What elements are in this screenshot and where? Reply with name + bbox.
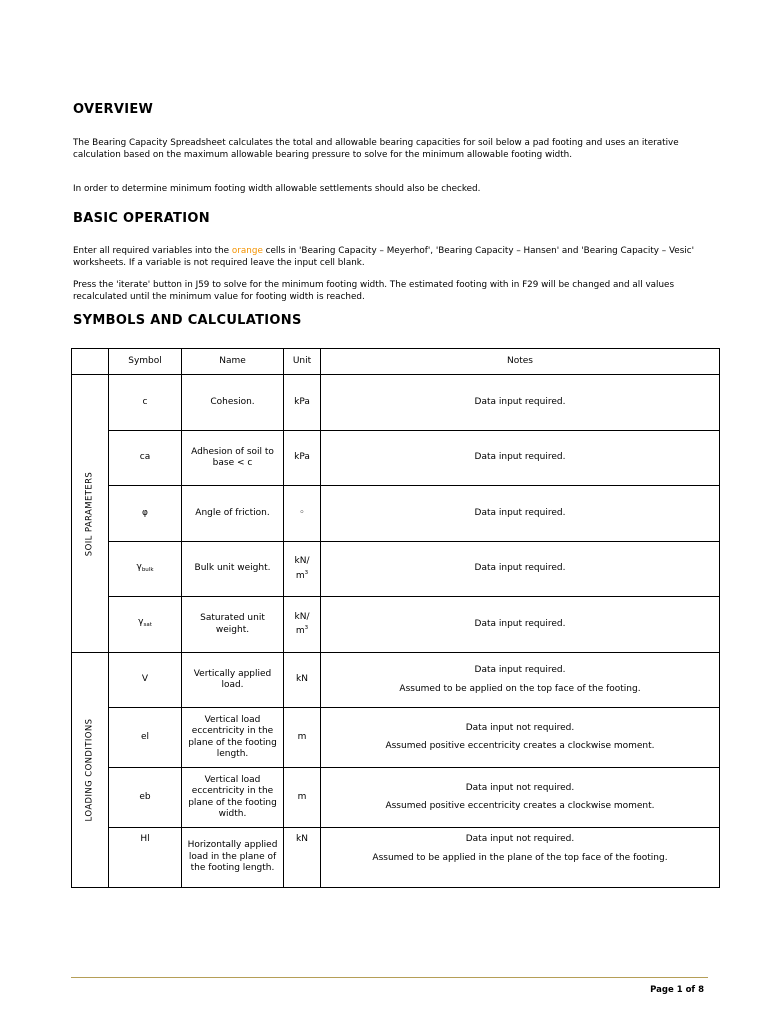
symbol-subscript: sat <box>143 622 152 629</box>
footer-divider <box>71 977 708 978</box>
cell-unit: m <box>284 768 321 828</box>
table-row <box>72 597 720 653</box>
cell-notes <box>321 431 720 486</box>
cell-notes <box>321 597 720 653</box>
cell-notes <box>321 653 720 708</box>
cell-name: Adhesion of soil to base < c <box>182 431 284 486</box>
note-text: Data input required. <box>474 665 566 675</box>
basic-operation-paragraph-2: Press the 'iterate' button in J59 to solve for the minimum footing width. The estimated footing with in F29 will be changed and all values recalculated until the minimum value for footing width is reached. <box>73 280 675 302</box>
group-label-soil: SOIL PARAMETERS <box>84 471 95 556</box>
table-row <box>72 542 720 597</box>
header-unit: Unit <box>284 349 321 375</box>
cell-name: Cohesion. <box>182 375 284 431</box>
note-text: Data input required. <box>474 396 566 407</box>
cell-unit: kPa <box>284 431 321 486</box>
table-row <box>72 768 720 828</box>
cell-notes <box>321 768 720 828</box>
cell-notes <box>321 486 720 542</box>
cell-name: Angle of friction. <box>182 486 284 542</box>
header-symbol: Symbol <box>109 349 182 375</box>
cell-notes <box>321 542 720 597</box>
cell-unit: ◦ <box>284 486 321 542</box>
orange-highlight: orange <box>231 246 263 256</box>
unit-part-2: m <box>295 626 305 636</box>
overview-heading: OVERVIEW <box>73 102 154 117</box>
cell-name: Saturated unit weight. <box>182 597 284 653</box>
header-name: Name <box>182 349 284 375</box>
table-row <box>72 486 720 542</box>
note-text: Data input required. <box>474 507 566 518</box>
para-text-start: Enter all required variables into the <box>73 246 232 256</box>
table-header-row <box>72 349 720 375</box>
header-notes: Notes <box>321 349 720 375</box>
cell-symbol: ca <box>109 431 182 486</box>
table-row <box>72 431 720 486</box>
cell-symbol: eb <box>109 768 182 828</box>
group-loading-conditions <box>72 653 109 888</box>
basic-operation-paragraph-1 <box>73 245 705 269</box>
unit-part-1: kN/ <box>294 611 310 622</box>
table-row <box>72 708 720 768</box>
cell-unit <box>284 542 321 597</box>
cell-unit <box>284 597 321 653</box>
cell-symbol <box>109 597 182 653</box>
cell-name: Bulk unit weight. <box>182 542 284 597</box>
unit-part-2: m <box>295 570 305 581</box>
cell-notes <box>321 828 720 888</box>
note-text: Data input required. <box>474 563 566 574</box>
cell-symbol: c <box>109 375 182 431</box>
table-row <box>72 828 720 888</box>
cell-unit: kPa <box>284 375 321 431</box>
symbol-gamma: γ <box>136 561 142 572</box>
cell-symbol: V <box>109 653 182 708</box>
unit-superscript: 3 <box>304 625 309 631</box>
cell-symbol: el <box>109 708 182 768</box>
note-text: Assumed positive eccentricity creates a clockwise moment. <box>385 741 655 751</box>
cell-notes <box>321 708 720 768</box>
para-text-end: cells in 'Bearing Capacity – Meyerhof', 'Bearing Capacity – Hansen' and 'Bearing Capacity – Vesic' worksheets. If a variable is not required leave the input cell blank. <box>73 246 694 268</box>
unit-superscript: 3 <box>304 569 309 576</box>
cell-notes <box>321 375 720 431</box>
cell-symbol: Hl <box>109 828 182 888</box>
symbols-table <box>71 348 720 888</box>
page-number: Page 1 of 8 <box>650 985 704 995</box>
cell-symbol: φ <box>109 486 182 542</box>
note-text: Data input required. <box>474 618 566 629</box>
cell-name: Vertically applied load. <box>182 653 284 708</box>
note-text: Data input not required. <box>465 834 575 844</box>
cell-unit: m <box>284 708 321 768</box>
symbol-gamma: γ <box>138 617 144 628</box>
note-text: Data input required. <box>474 452 566 463</box>
group-soil-parameters <box>72 375 109 653</box>
overview-paragraph-2: In order to determine minimum footing width allowable settlements should also be checked. <box>73 184 481 194</box>
cell-name: Horizontally applied load in the plane of the footing length. <box>182 828 284 888</box>
cell-name: Vertical load eccentricity in the plane of the footing width. <box>182 768 284 828</box>
cell-name: Vertical load eccentricity in the plane of the footing length. <box>182 708 284 768</box>
note-text: Assumed to be applied in the plane of the top face of the footing. <box>372 852 668 863</box>
basic-operation-heading: BASIC OPERATION <box>73 211 210 226</box>
note-text: Data input not required. <box>465 782 575 793</box>
cell-unit: kN <box>284 653 321 708</box>
cell-unit: kN <box>284 828 321 888</box>
group-label-loading: LOADING CONDITIONS <box>84 718 95 822</box>
cell-symbol <box>109 542 182 597</box>
symbol-subscript: bulk <box>141 566 154 573</box>
unit-part-1: kN/ <box>294 556 310 566</box>
note-text: Assumed to be applied on the top face of the footing. <box>399 683 641 694</box>
table-row <box>72 375 720 431</box>
table-row <box>72 653 720 708</box>
note-text: Assumed positive eccentricity creates a clockwise moment. <box>385 801 655 811</box>
symbols-heading: SYMBOLS AND CALCULATIONS <box>73 313 302 328</box>
note-text: Data input not required. <box>465 722 575 733</box>
overview-paragraph-1: The Bearing Capacity Spreadsheet calculates the total and allowable bearing capacities for soil below a pad footing and uses an iterative calculation based on the maximum allowable bearing pressure to solve for the minimum allowable footing width. <box>73 138 679 160</box>
header-group <box>72 349 109 375</box>
